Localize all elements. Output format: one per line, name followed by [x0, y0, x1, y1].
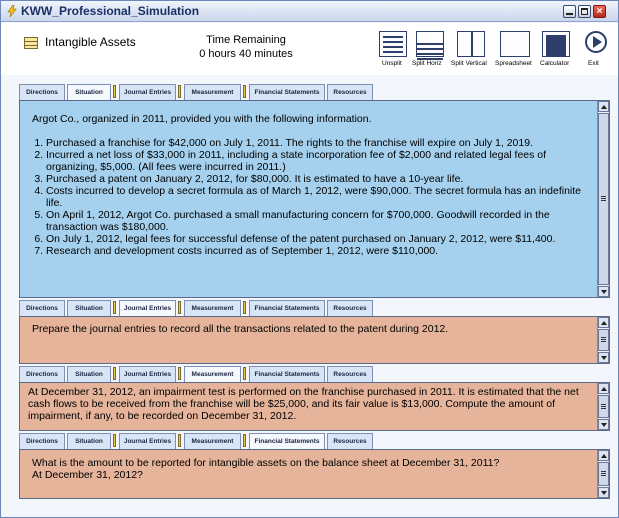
maximize-button[interactable]	[578, 5, 591, 18]
situation-text	[32, 113, 589, 257]
journal-entries-text: Prepare the journal entries to record all the transactions related to the patent during 2012.	[32, 323, 449, 335]
list-item: 1. Purchased a franchise for $42,000 on July 1, 2011. The rights to the franchise will expire on July 1, 2019.	[46, 137, 589, 149]
tab-financial-statements[interactable]: Financial Statements	[249, 84, 325, 101]
scroll-up-icon[interactable]	[598, 450, 609, 461]
scroll-up-icon[interactable]	[598, 101, 609, 112]
list-item: 6. On July 1, 2012, legal fees for successful defense of the patent purchased on January 2, 2012, were $11,400.	[46, 233, 589, 245]
tab-financial-statements[interactable]: Financial Statements	[249, 366, 325, 383]
header	[1, 23, 618, 75]
title-bar[interactable]	[1, 1, 618, 22]
tab-journal-entries[interactable]: Journal Entries	[119, 300, 176, 317]
split-vertical-icon	[457, 31, 485, 57]
time-remaining-label: Time Remaining	[206, 34, 286, 46]
spreadsheet-label: Spreadsheet	[495, 60, 532, 67]
pencil-icon	[178, 434, 181, 447]
tab-directions[interactable]: Directions	[19, 84, 65, 101]
exit-label: Exit	[588, 60, 599, 67]
calculator-icon	[542, 31, 570, 57]
split-vertical-button[interactable]	[451, 31, 487, 73]
pencil-icon	[113, 367, 116, 380]
tab-situation[interactable]: Situation	[67, 300, 111, 317]
pencil-icon	[178, 367, 181, 380]
maximize-icon	[581, 8, 588, 15]
situation-panel	[19, 100, 610, 298]
unsplit-button[interactable]	[379, 31, 407, 73]
close-button[interactable]	[593, 5, 606, 18]
situation-intro: Argot Co., organized in 2011, provided you with the following information.	[32, 113, 372, 125]
scroll-up-icon[interactable]	[598, 317, 609, 328]
tab-journal-entries[interactable]: Journal Entries	[119, 366, 176, 383]
tab-resources[interactable]: Resources	[327, 433, 373, 450]
tab-situation[interactable]: Situation	[67, 84, 111, 101]
tab-journal-entries[interactable]: Journal Entries	[119, 433, 176, 450]
journal-scrollbar[interactable]	[597, 317, 609, 363]
measurement-panel	[19, 382, 610, 431]
situation-scrollbar[interactable]	[597, 101, 609, 297]
measurement-scrollbar[interactable]	[597, 383, 609, 430]
financial-question-2012: At December 31, 2012?	[32, 469, 143, 481]
scroll-down-icon[interactable]	[598, 352, 609, 363]
tab-resources[interactable]: Resources	[327, 300, 373, 317]
tab-financial-statements[interactable]: Financial Statements	[249, 433, 325, 450]
tab-bar-journal	[19, 300, 599, 317]
scroll-down-icon[interactable]	[598, 419, 609, 430]
scroll-up-icon[interactable]	[598, 383, 609, 394]
tab-directions[interactable]: Directions	[19, 300, 65, 317]
pencil-icon	[178, 85, 181, 98]
situation-list	[46, 137, 589, 257]
page-title: Intangible Assets	[45, 35, 136, 49]
spreadsheet-button[interactable]	[495, 31, 532, 73]
tab-measurement[interactable]: Measurement	[184, 366, 241, 383]
tab-measurement[interactable]: Measurement	[184, 84, 241, 101]
financial-statements-panel	[19, 449, 610, 499]
unsplit-label: Unsplit	[382, 60, 402, 67]
list-item: 2. Incurred a net loss of $33,000 in 2011, including a state incorporation fee of $2,000 and related legal fees of organizing, $5,000. (All fees were incurred in 2011.)	[46, 149, 589, 173]
pencil-icon	[113, 301, 116, 314]
calculator-label: Calculator	[540, 60, 570, 67]
tab-situation[interactable]: Situation	[67, 366, 111, 383]
calculator-button[interactable]	[542, 31, 570, 73]
pencil-icon	[113, 434, 116, 447]
tab-measurement[interactable]: Measurement	[184, 433, 241, 450]
tab-resources[interactable]: Resources	[327, 366, 373, 383]
lightning-icon	[7, 5, 17, 17]
minimize-button[interactable]	[563, 5, 576, 18]
tab-journal-entries[interactable]: Journal Entries	[119, 84, 176, 101]
close-icon: ×	[596, 6, 603, 17]
financial-scrollbar[interactable]	[597, 450, 609, 498]
pencil-icon	[113, 85, 116, 98]
tab-bar-measurement	[19, 366, 599, 383]
journal-entries-panel	[19, 316, 610, 364]
unsplit-icon	[379, 31, 407, 57]
tab-measurement[interactable]: Measurement	[184, 300, 241, 317]
split-horizontal-button[interactable]	[412, 31, 444, 73]
scroll-down-icon[interactable]	[598, 286, 609, 297]
financial-question-2011: What is the amount to be reported for intangible assets on the balance sheet at December 31, 2011?	[32, 457, 500, 469]
time-remaining-value: 0 hours 40 minutes	[199, 48, 293, 60]
ledger-icon	[24, 37, 38, 49]
tab-financial-statements[interactable]: Financial Statements	[249, 300, 325, 317]
list-item: 7. Research and development costs incurred as of September 1, 2012, were $110,000.	[46, 245, 589, 257]
tab-situation[interactable]: Situation	[67, 433, 111, 450]
scroll-thumb[interactable]	[598, 462, 609, 486]
pencil-icon	[243, 367, 246, 380]
spreadsheet-icon	[500, 31, 530, 57]
window-title: KWW_Professional_Simulation	[21, 4, 200, 18]
minimize-icon	[566, 13, 573, 15]
scroll-thumb[interactable]	[598, 113, 609, 285]
list-item: 4. Costs incurred to develop a secret formula as of March 1, 2012, were $90,000. The secret formula has an indefinite life.	[46, 185, 589, 209]
tab-bar-situation	[19, 84, 599, 101]
split-horizontal-label: Split Horiz	[412, 60, 442, 67]
scroll-thumb[interactable]	[598, 329, 609, 351]
tab-directions[interactable]: Directions	[19, 433, 65, 450]
tab-directions[interactable]: Directions	[19, 366, 65, 383]
scroll-thumb[interactable]	[598, 395, 609, 418]
scroll-down-icon[interactable]	[598, 487, 609, 498]
tab-bar-financial	[19, 433, 599, 450]
pencil-icon	[243, 85, 246, 98]
exit-icon[interactable]	[585, 31, 607, 53]
pencil-icon	[178, 301, 181, 314]
pencil-icon	[243, 301, 246, 314]
pencil-icon	[243, 434, 246, 447]
tab-resources[interactable]: Resources	[327, 84, 373, 101]
measurement-text: At December 31, 2012, an impairment test is performed on the franchise purchased in 2011. It is estimated that the net cash flows to be received from the franchise will be $25,000, and its fair value is $13,000. Compute the amount of impairment, if any, to be recorded on December 31, 2012.	[28, 386, 579, 422]
list-item: 5. On April 1, 2012, Argot Co. purchased a small manufacturing concern for $700,000. Goodwill recorded in the transaction was $180,000.	[46, 209, 589, 233]
split-horizontal-icon	[416, 31, 444, 57]
financial-statements-text	[32, 457, 589, 481]
split-vertical-label: Split Vertical	[451, 60, 487, 67]
list-item: 3. Purchased a patent on January 2, 2012, for $80,000. It is estimated to have a 10-year life.	[46, 173, 589, 185]
